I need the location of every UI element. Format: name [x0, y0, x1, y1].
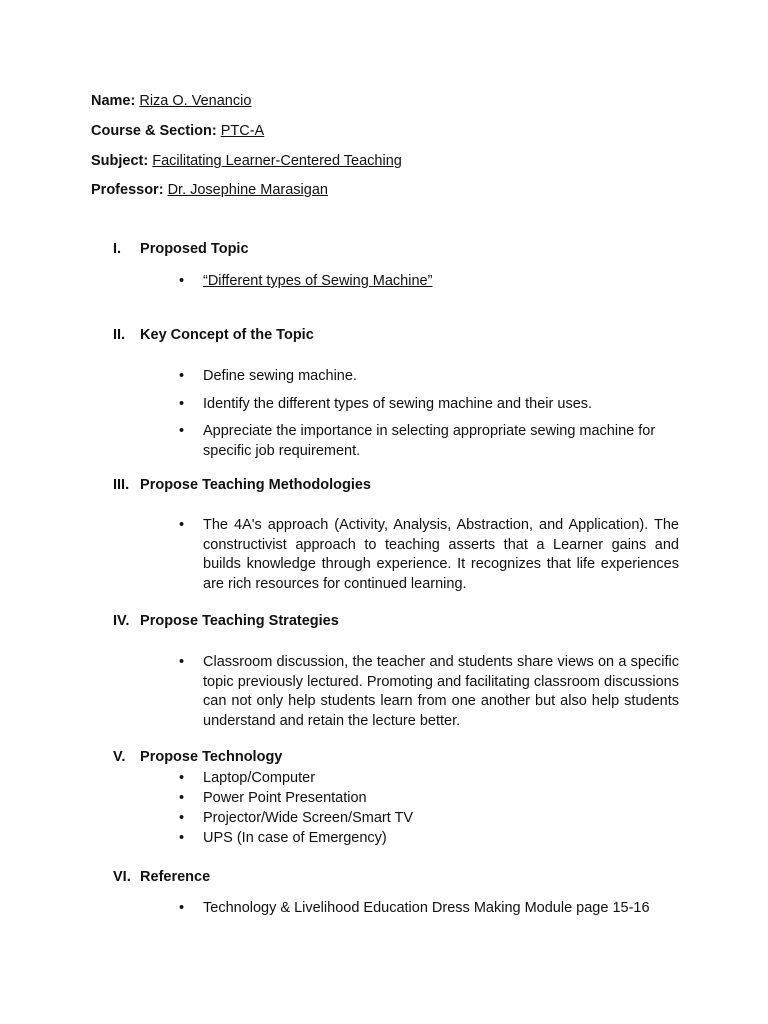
name-label: Name:	[91, 93, 136, 109]
name-line	[91, 93, 251, 109]
section-number: III.	[113, 477, 130, 493]
section-number: I.	[113, 241, 122, 257]
list-item	[179, 769, 679, 789]
list-item	[179, 789, 679, 809]
bullet-icon: •	[179, 396, 185, 412]
list-item-text: Appreciate the importance in selecting appropriate sewing machine for specific job requirement.	[203, 423, 656, 459]
bullet-icon: •	[179, 273, 185, 289]
section-number: IV.	[113, 613, 130, 629]
list-item-text: Classroom discussion, the teacher and students share views on a specific topic previously lectured. Promoting and facilitating classroom discussions can not only help students learn from one another but also help students understand and retain the lecture better.	[203, 654, 679, 729]
list-item	[179, 829, 679, 849]
section-title: Key Concept of the Topic	[140, 327, 314, 343]
list-item	[179, 272, 679, 292]
list-item	[179, 809, 679, 829]
bullet-icon: •	[179, 770, 185, 786]
course-line	[91, 123, 264, 139]
professor-label: Professor:	[91, 182, 164, 198]
section-heading-proposed-topic	[113, 241, 249, 257]
list-item	[179, 395, 679, 415]
list-item-text: “Different types of Sewing Machine”	[203, 273, 433, 289]
section-heading-teaching-strategies	[113, 613, 339, 629]
list-item-text: Define sewing machine.	[203, 368, 357, 384]
bullet-icon: •	[179, 423, 185, 439]
subject-line	[91, 153, 402, 169]
section-heading-reference	[113, 869, 210, 885]
list-item	[179, 899, 679, 919]
list-item	[179, 516, 679, 594]
course-value: PTC-A	[220, 123, 265, 139]
section-title: Reference	[140, 869, 211, 885]
list-item	[179, 422, 679, 461]
section-heading-key-concept	[113, 327, 314, 343]
section-title: Propose Teaching Strategies	[140, 613, 339, 629]
subject-label: Subject:	[91, 153, 149, 169]
bullet-icon: •	[179, 517, 185, 533]
list-item-text: Laptop/Computer	[203, 770, 316, 786]
bullet-icon: •	[179, 654, 185, 670]
bullet-icon: •	[179, 368, 185, 384]
section-heading-teaching-methodologies	[113, 477, 371, 493]
subject-value: Facilitating Learner-Centered Teaching	[152, 153, 402, 169]
list-item-text: UPS (In case of Emergency)	[203, 830, 387, 846]
list-item-text: The 4A's approach (Activity, Analysis, Abstraction, and Application). The constructivist approach to teaching asserts that a Learner gains and builds knowledge through experience. It recognizes that life experiences are rich resources for continued learning.	[203, 517, 679, 592]
section-title: Propose Teaching Methodologies	[140, 477, 371, 493]
section-number: V.	[113, 749, 126, 765]
section-number: II.	[113, 327, 126, 343]
professor-line	[91, 182, 328, 198]
list-item-text: Power Point Presentation	[203, 790, 367, 806]
section-title: Propose Technology	[140, 749, 283, 765]
section-number: VI.	[113, 869, 131, 885]
list-item-text: Projector/Wide Screen/Smart TV	[203, 810, 414, 826]
bullet-icon: •	[179, 900, 185, 916]
bullet-icon: •	[179, 830, 185, 846]
section-heading-technology	[113, 749, 282, 765]
bullet-icon: •	[179, 790, 185, 806]
list-item	[179, 653, 679, 731]
name-value: Riza O. Venancio	[139, 93, 252, 109]
list-item	[179, 367, 679, 387]
list-item-text: Technology & Livelihood Education Dress Making Module page 15-16	[203, 900, 650, 916]
section-title: Proposed Topic	[140, 241, 249, 257]
professor-value: Dr. Josephine Marasigan	[167, 182, 328, 198]
list-item-text: Identify the different types of sewing machine and their uses.	[203, 396, 593, 412]
course-label: Course & Section:	[91, 123, 217, 139]
bullet-icon: •	[179, 810, 185, 826]
